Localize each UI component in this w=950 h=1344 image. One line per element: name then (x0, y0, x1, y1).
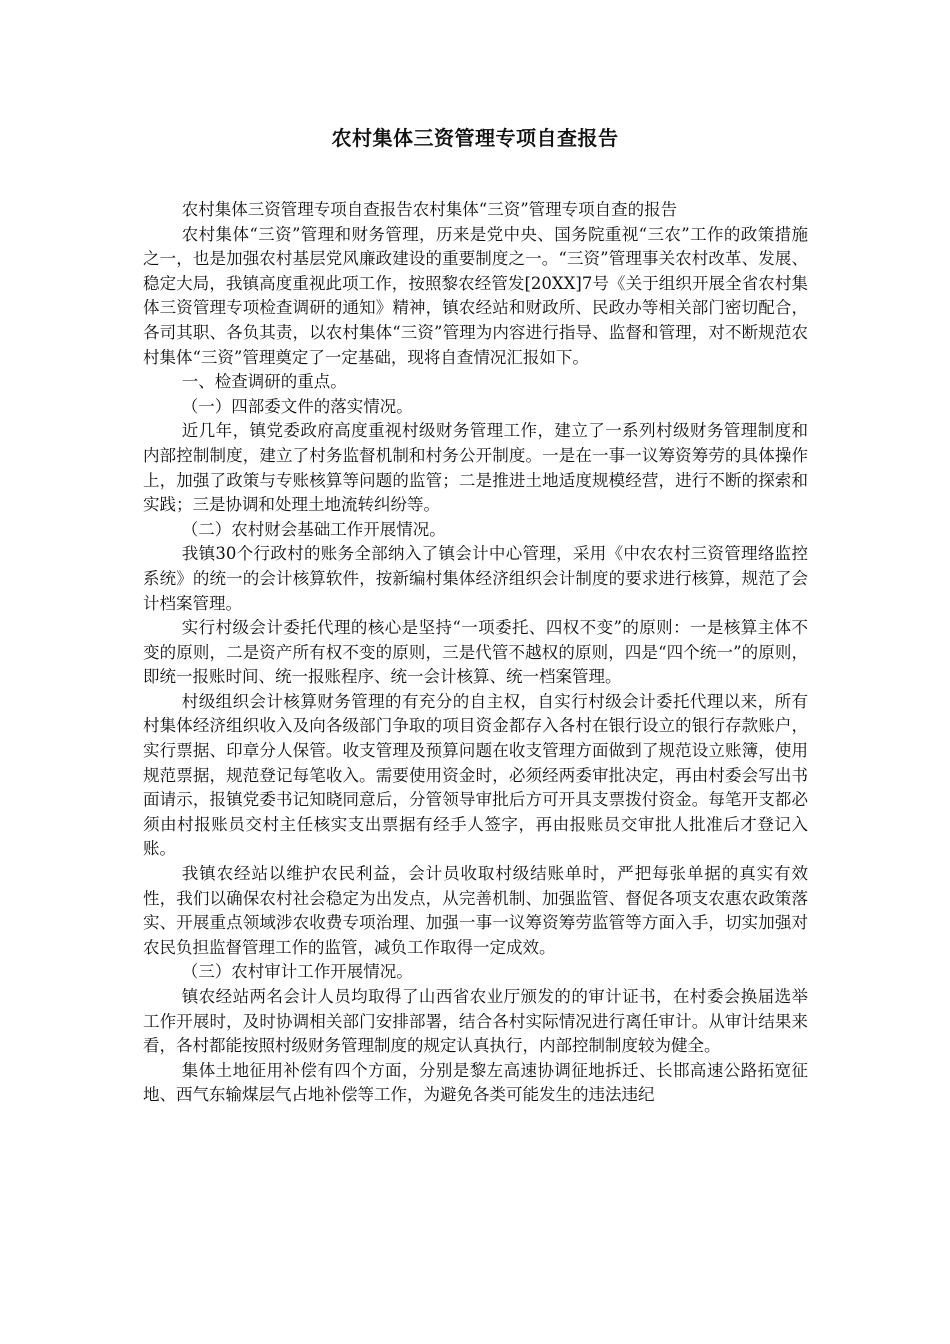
body-paragraph: 近几年，镇党委政府高度重视村级财务管理工作，建立了一系列村级财务管理制度和内部控制制度，建立了村务监督机制和村务公开制度。一是在一事一议筹资筹劳的具体操作上，加强了政策与专账核算等问题的监管；二是推进土地适度规模经营，进行不断的探索和实践；三是协调和处理土地流转纠纷等。 (143, 421, 808, 515)
body-paragraph: 镇农经站两名会计人员均取得了山西省农业厅颁发的的审计证书，在村委会换届选举工作开展时，及时协调相关部门安排部署，结合各村实际情况进行离任审计。从审计结果来看，各村都能按照村级财务管理制度的规定认真执行，内部控制制度较为健全。 (143, 987, 808, 1056)
body-paragraph: 实行村级会计委托代理的核心是坚持“一项委托、四权不变”的原则：一是核算主体不变的原则，二是资产所有权不变的原则，三是代管不越权的原则，四是“四个统一”的原则，即统一报账时间、统一报账程序、统一会计核算、统一档案管理。 (143, 618, 808, 687)
document-title: 农村集体三资管理专项自查报告 (331, 126, 619, 150)
subsection-heading-3: （三）农村审计工作开展情况。 (181, 962, 413, 982)
intro-paragraph: 农村集体三资管理专项自查报告农村集体“三资”管理专项自查的报告 (181, 200, 678, 219)
body-paragraph: 我镇30个行政村的账务全部纳入了镇会计中心管理，采用《中农农村三资管理络监控系统》的统一的会计核算软件，按新编村集体经济组织会计制度的要求进行核算，规范了会计档案管理。 (143, 544, 808, 613)
subsection-heading-1: （一）四部委文件的落实情况。 (181, 396, 413, 416)
body-paragraph: 集体土地征用补偿有四个方面，分别是黎左高速协调征地拆迁、长邯高速公路拓宽征地、西气东输煤层气占地补偿等工作，为避免各类可能发生的违法违纪 (143, 1060, 808, 1105)
document-body (143, 198, 808, 1108)
subsection-heading-2: （二）农村财会基础工作开展情况。 (181, 519, 446, 539)
body-paragraph: 村级组织会计核算财务管理的有充分的自主权，自实行村级会计委托代理以来，所有村集体经济组织收入及向各级部门争取的项目资金都存入各村在银行设立的银行存款账户，实行票据、印章分人保管。收支管理及预算问题在收支管理方面做到了规范设立账簿，使用规范票据，规范登记每笔收入。需要使用资金时，必须经两委审批决定，再由村委会写出书面请示，报镇党委书记知晓同意后，分管领导审批后方可开具支票拨付资金。每笔开支都必须由村报账员交村主任核实支出票据有经手人签字，再由报账员交审批人批准后才登记入账。 (143, 691, 808, 859)
body-paragraph: 我镇农经站以维护农民利益，会计员收取村级结账单时，严把每张单据的真实有效性，我们以确保农村社会稳定为出发点，从完善机制、加强监管、督促各项支农惠农政策落实、开展重点领域涉农收费专项治理、加强一事一议筹资筹劳监管等方面入手，切实加强对农民负担监督管理工作的监管，减负工作取得一定成效。 (143, 864, 808, 957)
section-heading-1: 一、检查调研的重点。 (181, 372, 347, 392)
background-paragraph: 农村集体“三资”管理和财务管理，历来是党中央、国务院重视“三农”工作的政策措施之一，也是加强农村基层党风廉政建设的重要制度之一。“三资”管理事关农村改革、发展、稳定大局，我镇高度重视此项工作，按照黎农经管发[20XX]7号《关于组织开展全省农村集体三资管理专项检查调研的通知》精神，镇农经站和财政所、民政办等相关部门密切配合，各司其职、各负其责，以农村集体“三资”管理为内容进行指导、监督和管理，对不断规范农村集体“三资”管理奠定了一定基础，现将自查情况汇报如下。 (143, 224, 808, 367)
